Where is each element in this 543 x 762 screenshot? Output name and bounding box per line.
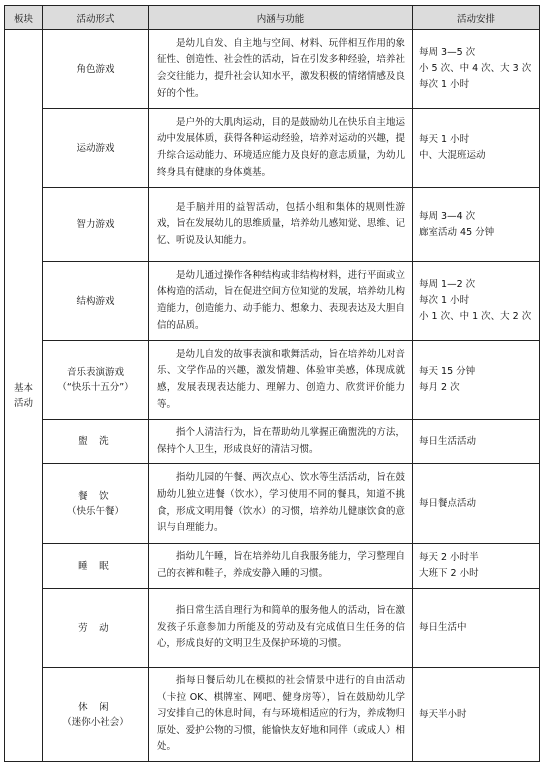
header-section: 板块 — [5, 6, 43, 30]
table-header — [5, 6, 540, 30]
activity-form-cell: 休 闲 （迷你小社会） — [43, 668, 149, 762]
table-row — [5, 30, 540, 109]
description-cell: 指个人清洁行为，旨在帮助幼儿掌握正确盥洗的方法，保持个人卫生，形成良好的清洁习惯。 — [149, 420, 413, 464]
table-row — [5, 262, 540, 341]
activity-form-cell: 角色游戏 — [43, 30, 149, 109]
table-row — [5, 109, 540, 188]
table-row — [5, 341, 540, 420]
activity-table — [4, 5, 540, 762]
activity-form-cell: 盥 洗 — [43, 420, 149, 464]
arrangement-cell: 每日生活活动 — [413, 420, 540, 464]
section-label: 基本 活动 — [13, 382, 33, 409]
arrangement-cell: 每天半小时 — [413, 668, 540, 762]
activity-form-cell: 智力游戏 — [43, 188, 149, 262]
activity-form-cell: 餐 饮 （快乐午餐） — [43, 464, 149, 544]
header-arrangement: 活动安排 — [413, 6, 540, 30]
arrangement-cell: 每周 3—4 次 廊室活动 45 分钟 — [413, 188, 540, 262]
description-cell: 指幼儿园的午餐、两次点心、饮水等生活活动，旨在鼓励幼儿独立进餐（饮水），学习使用不同的餐具，知道不挑食，形成文明用餐（饮水）的习惯，培养幼儿健康饮食的意识与自理能力。 — [149, 464, 413, 544]
arrangement-cell: 每周 3—5 次 小 5 次、中 4 次、大 3 次 每次 1 小时 — [413, 30, 540, 109]
table-row — [5, 464, 540, 544]
activity-form-cell: 运动游戏 — [43, 109, 149, 188]
section-cell — [5, 30, 43, 762]
description-cell: 是幼儿自发的故事表演和歌舞活动，旨在培养幼儿对音乐、文学作品的兴趣，激发情趣、体验审美感，体现成就感，发展表现表达能力、理解力、创造力、欣赏评价能力等。 — [149, 341, 413, 420]
description-cell: 指日常生活自理行为和简单的服务他人的活动，旨在激发孩子乐意参加力所能及的劳动及有完成值日生任务的信心，形成良好的文明卫生及保护环境的习惯。 — [149, 589, 413, 668]
table-row — [5, 589, 540, 668]
description-cell: 是户外的大肌肉运动，目的是鼓励幼儿在快乐自主地运动中发展体质，获得各种运动经验，培养对运动的兴趣，提升综合运动能力、环境适应能力及良好的意志质量，为幼儿终身具有健康的身体奠基。 — [149, 109, 413, 188]
activity-form-cell: 音乐表演游戏 （“快乐十五分”） — [43, 341, 149, 420]
arrangement-cell: 每天 2 小时半 大班下 2 小时 — [413, 544, 540, 589]
arrangement-cell: 每天 15 分钟 每月 2 次 — [413, 341, 540, 420]
description-cell: 是手脑并用的益智活动，包括小组和集体的规则性游戏，旨在发展幼儿的思维质量，培养幼儿感知觉、思维、记忆、听说及认知能力。 — [149, 188, 413, 262]
description-cell: 指幼儿午睡，旨在培养幼儿自我服务能力，学习整理自己的衣裤和鞋子，养成安静入睡的习惯。 — [149, 544, 413, 589]
arrangement-cell: 每日餐点活动 — [413, 464, 540, 544]
header-activity-form: 活动形式 — [43, 6, 149, 30]
table-row — [5, 668, 540, 762]
table-row — [5, 188, 540, 262]
table-row — [5, 420, 540, 464]
description-cell: 是幼儿通过操作各种结构或非结构材料，进行平面或立体构造的活动，旨在促进空间方位知觉的发展，培养幼儿构造能力，创造能力、动手能力、想象力、表现表达及大胆自信的品质。 — [149, 262, 413, 341]
description-cell: 是幼儿自发、自主地与空间、材料、玩伴相互作用的象征性、创造性、社会性的活动，旨在引发多种经验，培养社会交往能力，提升社会认知水平，激发积极的情绪情感及良好的个性。 — [149, 30, 413, 109]
arrangement-cell: 每天 1 小时 中、大混班运动 — [413, 109, 540, 188]
activity-form-cell: 结构游戏 — [43, 262, 149, 341]
activity-form-cell: 劳 动 — [43, 589, 149, 668]
description-cell: 指每日餐后幼儿在模拟的社会情景中进行的自由活动（卡拉 OK、棋牌室、网吧、健身房等），旨在鼓励幼儿学习安排自己的休息时间，有与环境相适应的行为，养成物归原处、爱护公物的习惯，能愉快友好地和同伴（或成人）相处。 — [149, 668, 413, 762]
table-row — [5, 544, 540, 589]
activity-form-cell: 睡 眠 — [43, 544, 149, 589]
header-content-function: 内涵与功能 — [149, 6, 413, 30]
arrangement-cell: 每周 1—2 次 每次 1 小时 小 1 次、中 1 次、大 2 次 — [413, 262, 540, 341]
arrangement-cell: 每日生活中 — [413, 589, 540, 668]
